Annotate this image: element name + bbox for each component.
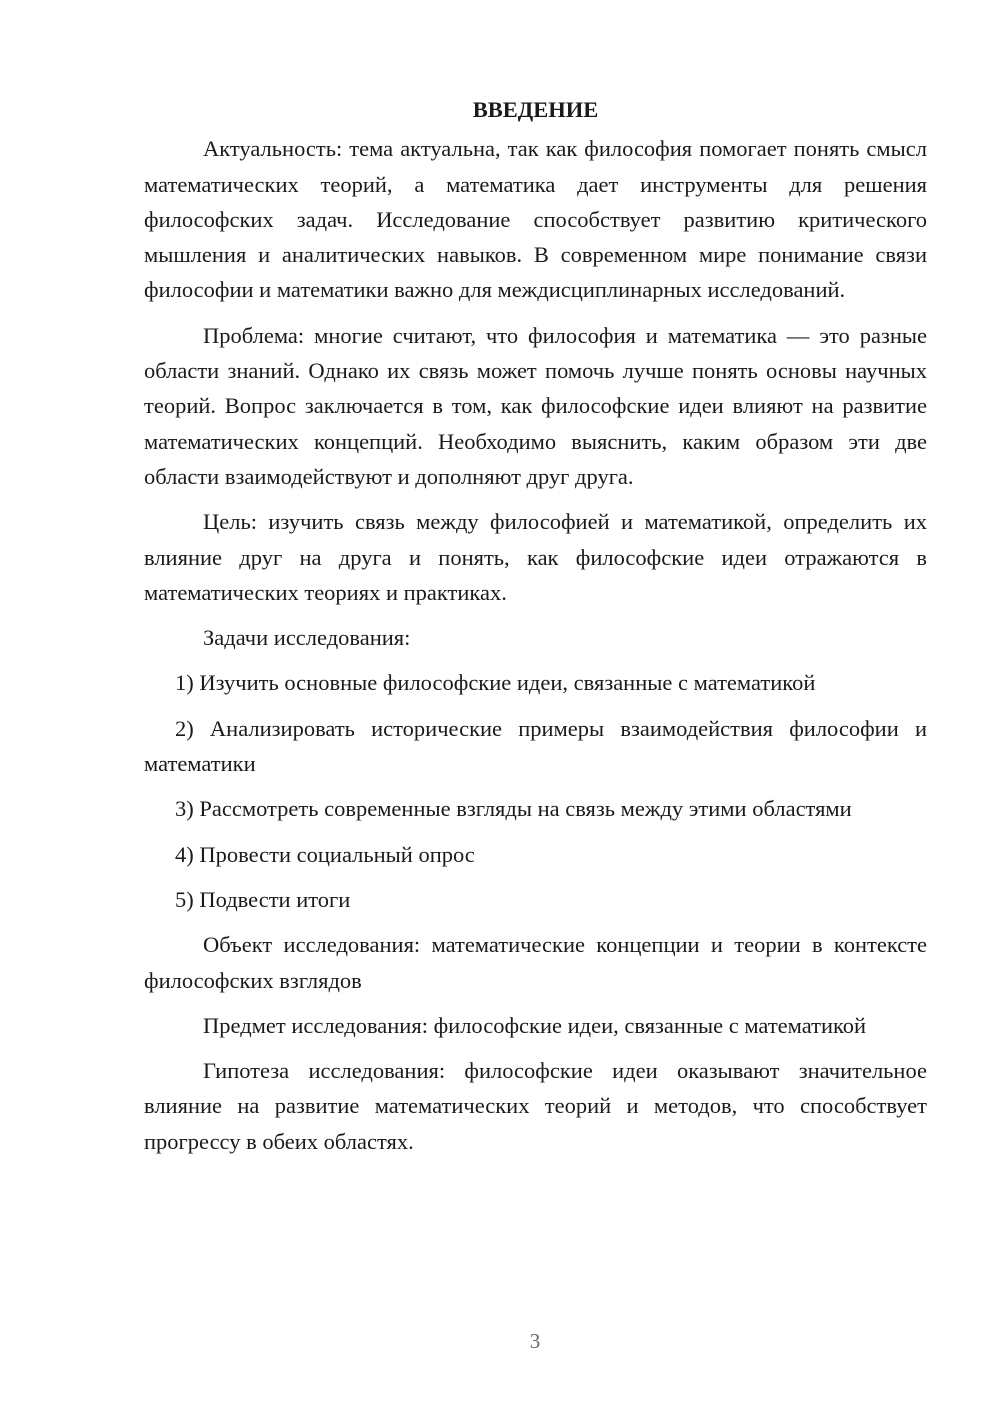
- task-item-2: 2) Анализировать исторические примеры взаимодействия философии и математики: [144, 715, 927, 777]
- object-paragraph: Объект исследования: математические концепции и теории в контексте философских взглядов: [144, 932, 927, 993]
- problem-paragraph: Проблема: многие считают, что философия и математика — это разные области знаний. Однако их связь может помочь лучше понять основы научных теорий. Вопрос заключается в том, как философские идеи влияют на развитие математических концепций. Необходимо выяснить, каким образом эти две области взаимодействуют и дополняют друг друга.: [144, 322, 927, 489]
- task-item-1: 1) Изучить основные философские идеи, связанные с математикой: [175, 670, 816, 696]
- hypothesis-paragraph: Гипотеза исследования: философские идеи оказывают значительное влияние на развитие математических теорий и методов, что способствует прогрессу в обеих областях.: [144, 1058, 927, 1154]
- section-title: ВВЕДЕНИЕ: [472, 97, 599, 122]
- goal-paragraph: Цель: изучить связь между философией и математикой, определить их влияние друг на друга и понять, как философские идеи отражаются в математических теориях и практиках.: [144, 509, 927, 605]
- tasks-heading: Задачи исследования:: [203, 625, 411, 651]
- subject-paragraph: Предмет исследования: философские идеи, связанные с математикой: [203, 1012, 867, 1038]
- document-page: [144, 92, 927, 1169]
- task-item-3: 3) Рассмотреть современные взгляды на связь между этими областями: [175, 796, 852, 822]
- relevance-paragraph: Актуальность: тема актуальна, так как философия помогает понять смысл математических теорий, а математика дает инструменты для решения философских задач. Исследование способствует развитию критического мышления и аналитических навыков. В современном мире понимание связи философии и математики важно для междисциплинарных исследований.: [144, 136, 927, 303]
- task-item-4: 4) Провести социальный опрос: [175, 841, 475, 867]
- page-number: 3: [529, 1329, 541, 1353]
- task-item-5: 5) Подвести итоги: [175, 886, 351, 912]
